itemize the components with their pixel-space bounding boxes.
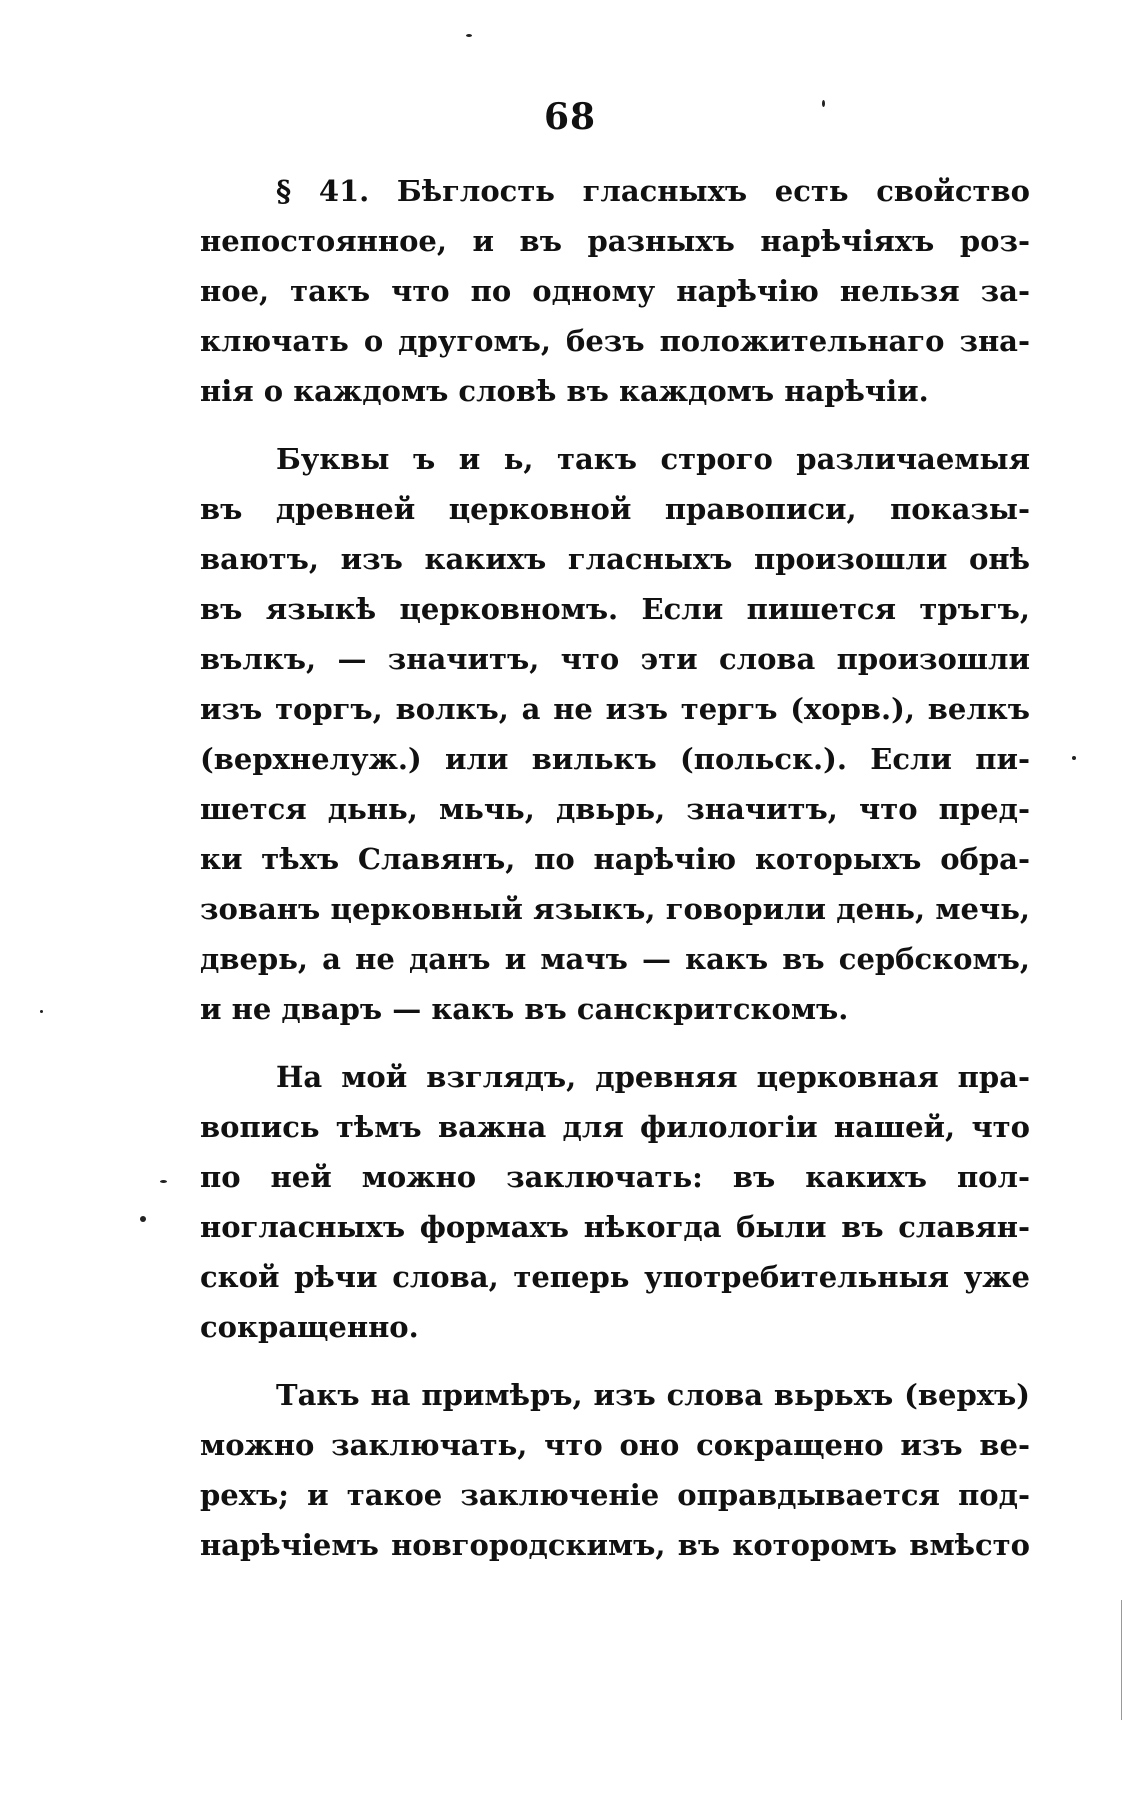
text-line: Такъ на примѣръ, изъ слова вьрьхъ (верхъ): [276, 1378, 1030, 1412]
text-line: нарѣчіемъ новгородскимъ, въ которомъ вмѣсто: [200, 1528, 1030, 1562]
scan-speck: [1072, 756, 1076, 760]
scan-speck: [466, 34, 472, 37]
text-line: ное, такъ что по одному нарѣчію нельзя за-: [200, 274, 1030, 308]
scan-speck: [140, 1216, 146, 1222]
text-line: ваютъ, изъ какихъ гласныхъ произошли онѣ: [200, 542, 1030, 576]
scan-edge: [1121, 1600, 1122, 1720]
text-line: На мой взглядъ, древняя церковная пра-: [276, 1060, 1030, 1094]
scan-speck: [40, 1010, 43, 1013]
text-line: ключать о другомъ, безъ положительнаго зна-: [200, 324, 1030, 358]
paragraph-41: [200, 166, 1030, 416]
text-line: непостоянное, и въ разныхъ нарѣчіяхъ роз-: [200, 224, 1030, 258]
text-line: рехъ; и такое заключеніе оправдывается под-: [200, 1478, 1030, 1512]
text-line: § 41. Бѣглость гласныхъ есть свойство: [276, 174, 1030, 208]
text-line: (верхнелуж.) или вилькъ (польск.). Если пи-: [200, 742, 1030, 776]
text-line: зованъ церковный языкъ, говорили день, мечь,: [200, 892, 1030, 926]
text-line: нія о каждомъ словѣ въ каждомъ нарѣчіи.: [200, 374, 929, 408]
text-line: ской рѣчи слова, теперь употребительныя уже: [200, 1260, 1030, 1294]
text-line: сокращенно.: [200, 1310, 419, 1344]
paragraph-letters: [200, 434, 1030, 1034]
scan-speck: [160, 1180, 167, 1183]
text-line: изъ торгъ, волкъ, а не изъ тергъ (хорв.), велкъ: [200, 692, 1030, 726]
text-line: вълкъ, — значитъ, что эти слова произошли: [200, 642, 1030, 676]
paragraph-example: [200, 1370, 1030, 1570]
text-line: по ней можно заключать: въ какихъ пол-: [200, 1160, 1030, 1194]
page-number: 68: [543, 96, 597, 138]
scan-speck: [822, 100, 825, 107]
text-line: можно заключать, что оно сокращено изъ ве-: [200, 1428, 1030, 1462]
text-line: шется дьнь, мьчь, двьрь, значитъ, что пред-: [200, 792, 1030, 826]
text-line: и не дваръ — какъ въ санскритскомъ.: [200, 992, 849, 1026]
text-line: въ древней церковной правописи, показы-: [200, 492, 1030, 526]
body-text: [200, 166, 1030, 1588]
text-line: Буквы ъ и ь, такъ строго различаемыя: [276, 442, 1030, 476]
paragraph-view: [200, 1052, 1030, 1352]
text-line: ногласныхъ формахъ нѣкогда были въ славян-: [200, 1210, 1030, 1244]
text-line: въ языкѣ церковномъ. Если пишется тръгъ,: [200, 592, 1030, 626]
text-line: дверь, а не данъ и мачъ — какъ въ сербскомъ,: [200, 942, 1030, 976]
text-line: ки тѣхъ Славянъ, по нарѣчію которыхъ обра-: [200, 842, 1030, 876]
text-line: вопись тѣмъ важна для филологіи нашей, что: [200, 1110, 1030, 1144]
